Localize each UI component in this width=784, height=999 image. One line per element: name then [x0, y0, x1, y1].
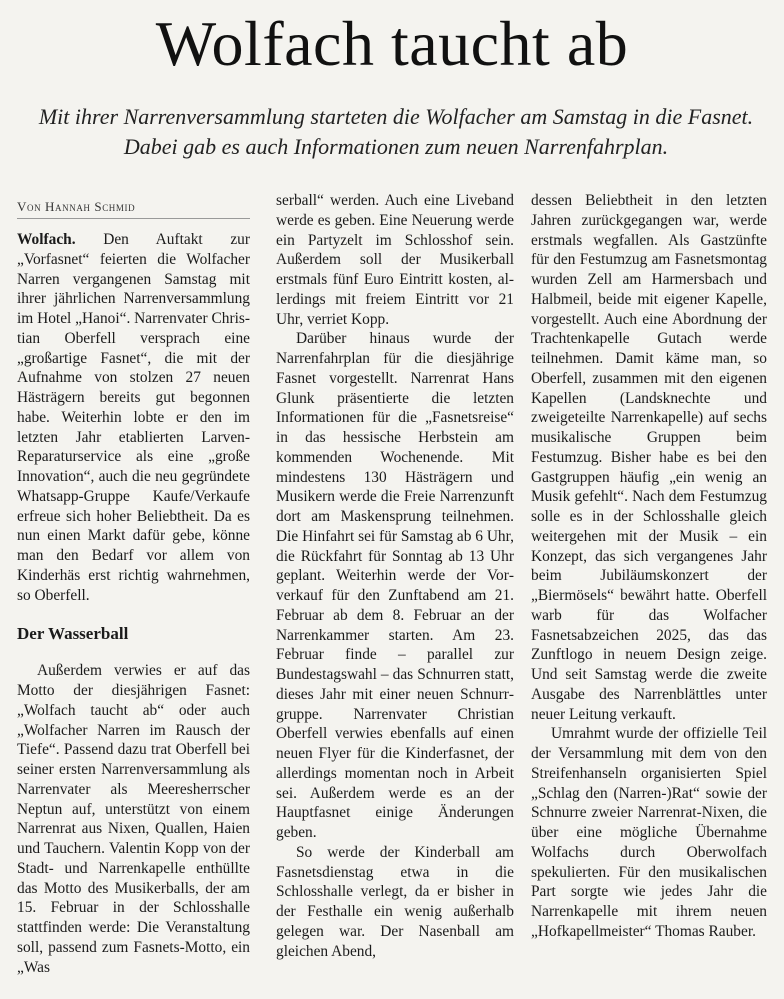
body-paragraph: dessen Beliebtheit in den letzten Jahren zurückgegangen war, werde erstmals wegfallen. Als Gastzünfte für den Festumzug am Fasnetsmontag wurden Zell am Harmersbach und Halbmeil, beide mit eigener Kapelle, vorgestellt. Auch eine Abordnung der Trachtenkapelle Gutach werde teilnehmen. Damit käme man, so Oberfell, zusammen mit den eigenen Kapellen (Landsknechte und zweigeteilte Narrenkapelle) auf sechs musikalische Gruppen beim Festumzug. Bisher habe es bei den Gastgruppen häufig „ein wenig an Musik gefehlt“. Nach dem Festumzug solle es in der Schlosshalle gleich weitergehen mit der Musik – ein Konzept, das sich vergangenes Jahr beim Jubiläumskonzert der „Biermösels“ bewährt hatte. Oberfell warb für das Wolfacher Fasnetsabzeichen 2025, das das Zunftlogo in neuem Design zeige. Und seit Samstag werde die zweite Ausgabe des Narrenblättles unter neuer Leitung verkauft.: [531, 192, 767, 723]
article-subheadline: Mit ihrer Narrenversammlung starteten die Wolfacher am Samstag in die Fasnet. Dabei gab es auch Informationen zum neuen Narrenfahrplan.: [38, 104, 754, 159]
byline-text: Von Hannah Schmid: [17, 199, 136, 214]
body-paragraph: So werde der Kinderball am Fasnetsdienstag etwa in die Schlosshalle verlegt, da er bisher in der Festhalle ein wenig außerhalb gelegen war. Der Nasenball am gleichen Abend,: [276, 843, 514, 960]
lead-paragraph: [17, 230, 250, 605]
lead-paragraph-text: Den Auftakt zur „Vorfasnet“ feierten die Wolfacher Narren vergangenen Samstag mit ihrer jährlichen Narrenversammlung im Hotel „Hanoi“. Narrenvater Christian Oberfell versprach eine „großartige Fasnet“, die mit der Aufnahme von stolzen 27 neuen Hästrägern bereits gut begonnen habe. Weiterhin lobte er den im letzten Jahr etablierten Larven-Reparaturservice als eine „große Innovation“, auch die neu gegründete Whatsapp-Gruppe Kaufe/Verkaufe erfreue sich hoher Beliebtheit. Da es nun einen Markt dafür gebe, könne man den Bedarf vor allem von Kinderhäs erst richtig wahrnehmen, so Oberfell.: [17, 231, 250, 604]
dateline: Wolfach.: [17, 231, 76, 248]
body-paragraph: serball“ werden. Auch eine Liveband werde es geben. Eine Neuerung werde ein Partyzelt im Schlosshof sein. Außerdem soll der Musikerball erstmals fünf Euro Eintritt kosten, allerdings mit freiem Eintritt vor 21 Uhr, verriet Kopp.: [276, 192, 514, 328]
body-paragraph: Umrahmt wurde der offizielle Teil der Versammlung mit dem von den Streifenhanseln organisierten Spiel „Schlag den (Narren-)Rat“ sowie der Schnurre zweier Narrenrat-Nixen, die über eine mögliche Übernahme Wolfachs durch Oberwolfach spekulierten. Für den musikalischen Part sorgte wie jedes Jahr die Narrenkapelle mit ihrem neuen „Hofkapellmeister“ Thomas Rauber.: [531, 725, 767, 940]
body-paragraph: Außerdem verwies er auf das Motto der diesjährigen Fasnet: „Wolfach taucht ab“ oder auch „Wolfacher Narren im Rausch der Tiefe“. Passend dazu trat Oberfell bei seiner ersten Narrenversammlung als Narrenvater als Meeresherrscher Neptun auf, unterstützt von einem Narrenrat aus Nixen, Quallen, Haien und Tauchern. Valentin Kopp von der Stadt- und Narrenkapelle enthüllte das Motto des Musikerballs, der am 15. Februar in der Schlosshalle stattfinden werde: Die Veranstaltung soll, passend zum Fasnets-Motto, ein „Was: [17, 662, 250, 976]
article-column-3: [531, 191, 767, 942]
article-column-1: [17, 230, 250, 977]
article-byline: [17, 199, 250, 219]
section-heading: Der Wasserball: [17, 624, 129, 644]
body-paragraph: Darüber hinaus wurde der Narrenfahrplan für die diesjährige Fasnet vorgestellt. Narrenrat Hans Glunk präsentierte die letzten Informationen für die „Fasnetsreise“ in das hessische Herbstein am kommenden Wochenende. Mit mindestens 130 Hästrägern und Musikern werde die Freie Narrenzunft dort am Maskensprung teilnehmen. Die Hinfahrt sei für Samstag ab 6 Uhr, die Rückfahrt für Sonntag ab 13 Uhr geplant. Weiterhin werde der Vorverkauf für den Zunftabend am 21. Februar ab dem 8. Februar an der Narrenkammer starten. Am 23. Februar finde – parallel zur Bundestagswahl – das Schnurren statt, dieses Jahr mit einer neuen Schnurrgruppe. Narrenvater Christian Oberfell verwies ebenfalls auf einen neuen Flyer für die Kinderfasnet, der allerdings momentan noch in Arbeit sei. Außerdem werde es an der Hauptfasnet einige Änderungen geben.: [276, 330, 514, 841]
article-headline: Wolfach taucht ab: [155, 8, 629, 79]
article-column-2: [276, 191, 514, 961]
